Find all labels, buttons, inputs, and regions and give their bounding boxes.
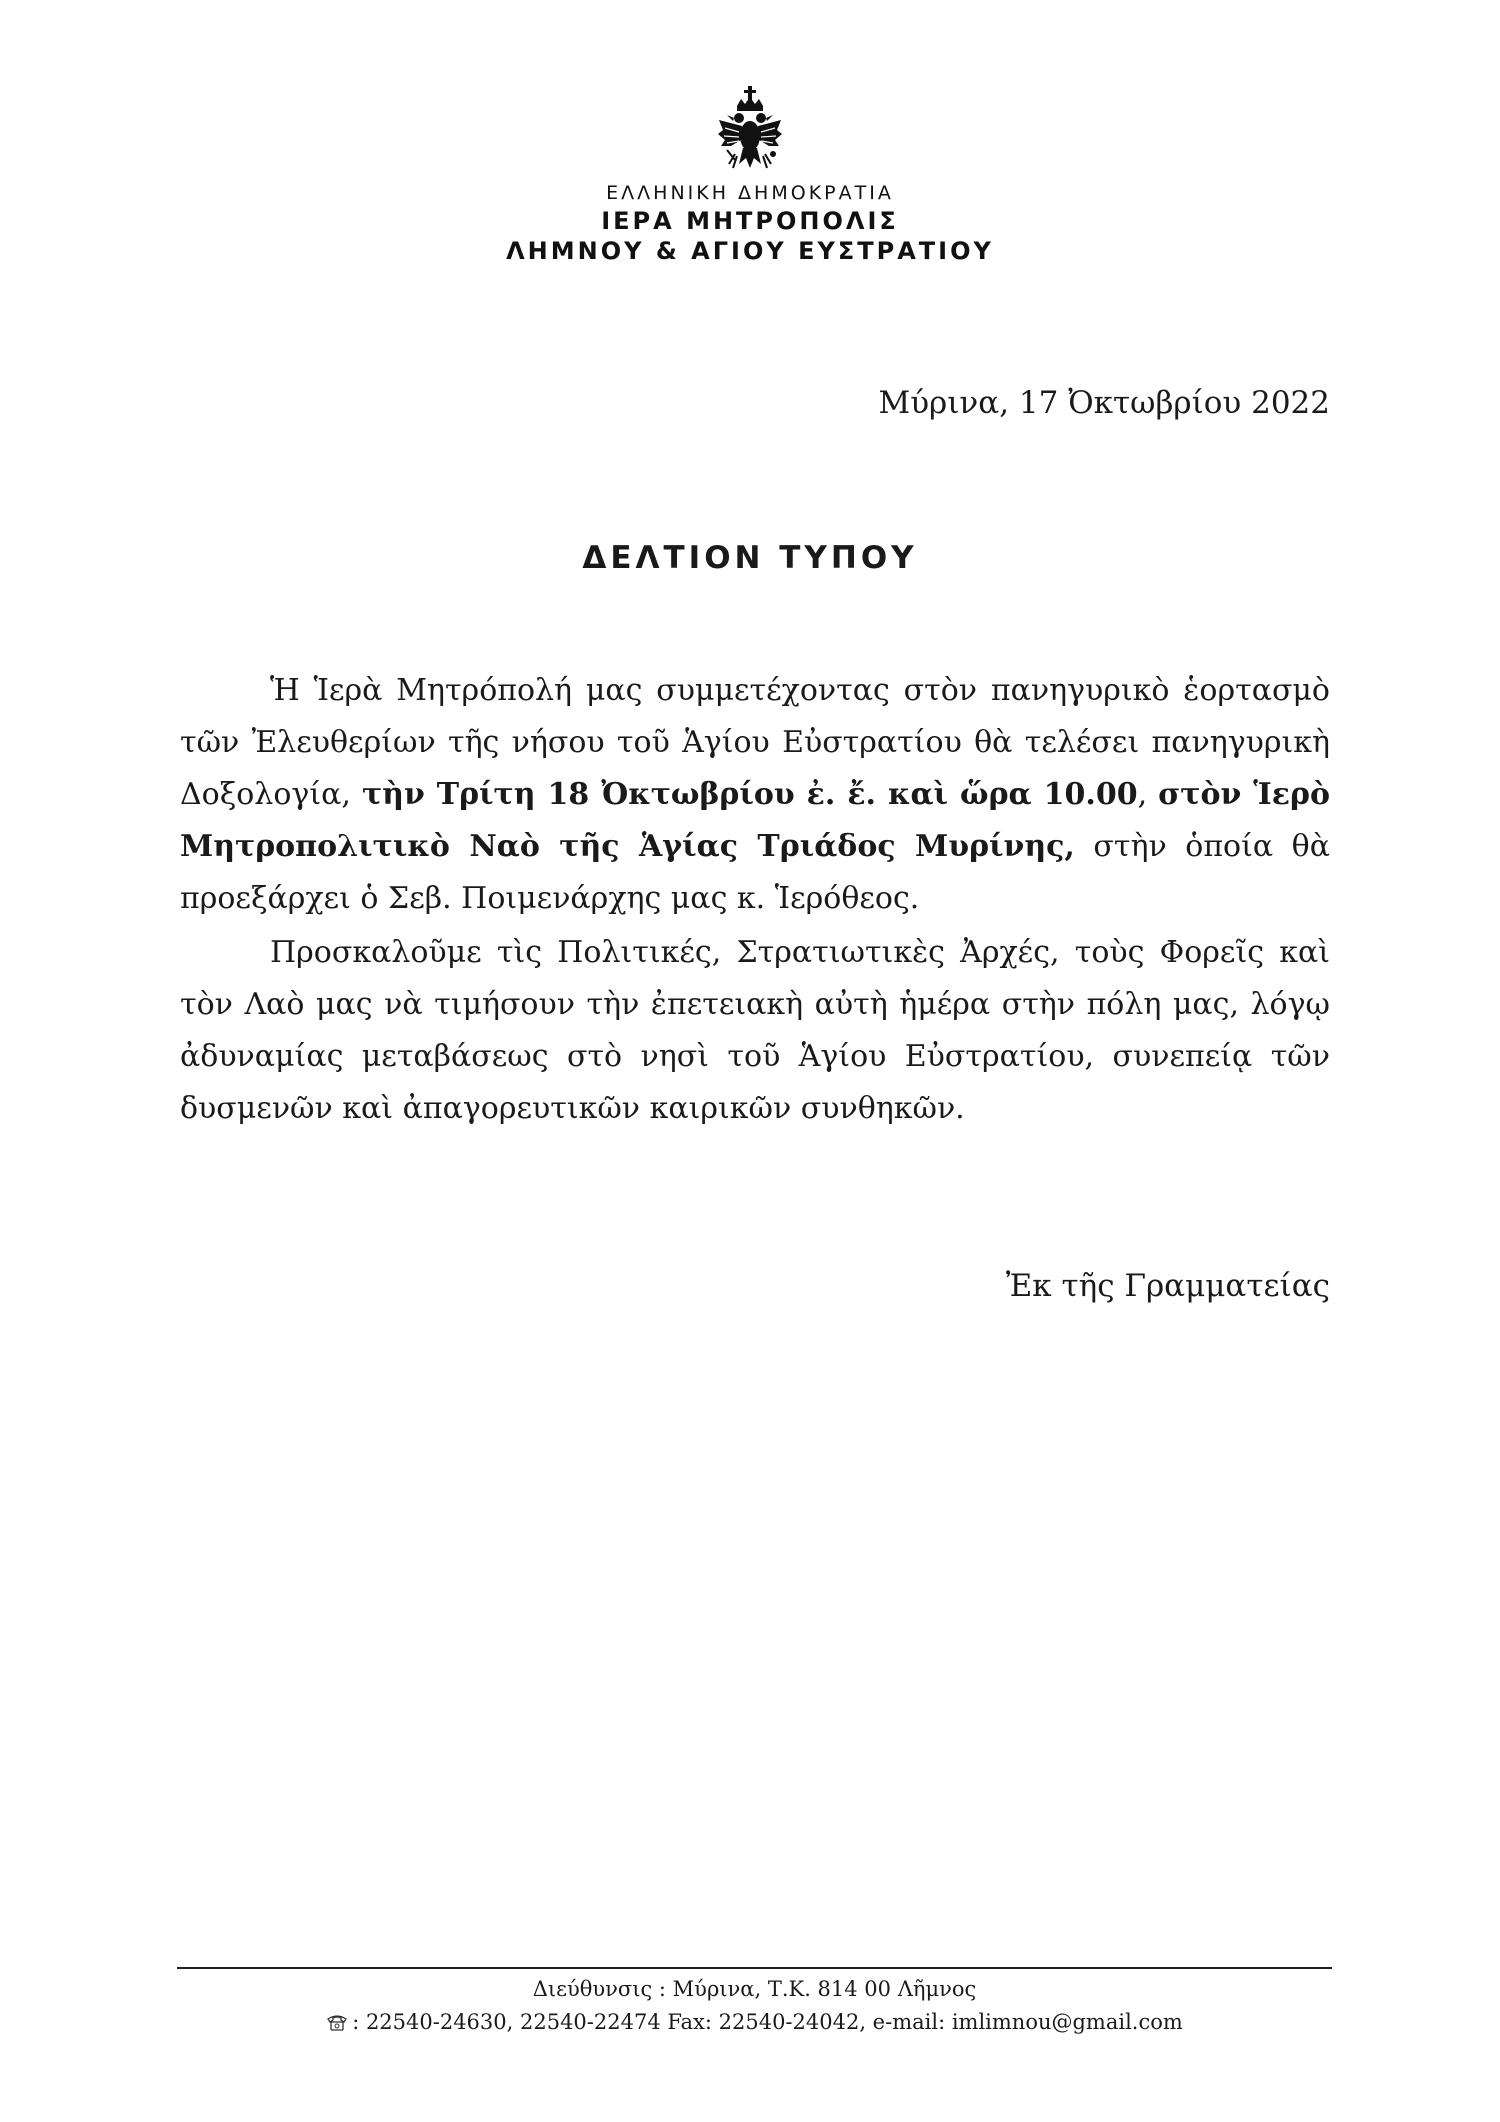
- paragraph-invitation: Προσκαλοῦμε τὶς Πολιτικές, Στρατιωτικὲς Ἀρχές, τοὺς Φορεῖς καὶ τὸν Λαὸ μας νὰ τιμήσουν τὴν ἐπετειακὴ αὐτὴ ἡμέρα στὴν πόλη μας, λόγῳ ἀδυναμίας μεταβάσεως στὸ νησὶ τοῦ Ἁγίου Εὐστρατίου, συνεπείᾳ τῶν δυσμενῶν καὶ ἀπαγορευτικῶν καιρικῶν συνθηκῶν.: [180, 935, 1330, 1126]
- letterhead: [0, 84, 1500, 266]
- footer: [177, 1967, 1332, 2039]
- event-location: στὸν Ἱερὸ Μητροπολιτικὸ Ναὸ τῆς Ἁγίας Τριάδος Μυρίνης,: [180, 777, 1330, 864]
- telephone-icon: [326, 2013, 348, 2031]
- footer-address: Διεύθυνσις : Μύρινα, Τ.Κ. 814 00 Λῆμνος: [532, 1977, 977, 2001]
- event-date-time: τὴν Τρίτη 18 Ὀκτωβρίου ἐ. ἔ. καὶ ὥρα 10.00: [361, 777, 1138, 812]
- paragraph-text: ,: [1137, 777, 1159, 812]
- footer-contact-details: : 22540-24630, 22540-22474 Fax: 22540-24042, e-mail: imlimnou@gmail.com: [352, 2010, 1183, 2034]
- footer-contacts: [177, 2006, 1332, 2039]
- document-title: ΔΕΛΤΙΟΝ ΤΥΠΟΥ: [582, 540, 918, 576]
- country-name: ΕΛΛΗΝΙΚΗ ΔΗΜΟΚΡΑΤΙΑ: [606, 182, 894, 204]
- document-body: [180, 665, 1330, 1135]
- paragraph-text: Ἡ Ἱερὰ Μητρόπολή μας συμμετέχοντας στὸν πανηγυρικὸ ἑορτασμὸ τῶν Ἐλευθερίων τῆς νήσου τοῦ Ἁγίου Εὐστρατίου θὰ τελέσει πανηγυρικὴ Δοξολογία,: [180, 673, 1330, 812]
- diocese-name: ΛΗΜΝΟΥ & ΑΓΙΟΥ ΕΥΣΤΡΑΤΙΟΥ: [506, 236, 994, 265]
- paragraph-text: στὴν ὁποία θὰ προεξάρχει ὁ Σεβ. Ποιμενάρχης μας κ. Ἱερόθεος.: [180, 829, 1330, 916]
- signature-line: Ἐκ τῆς Γραμματείας: [1005, 1268, 1330, 1304]
- date-line: Μύρινα, 17 Ὀκτωβρίου 2022: [878, 385, 1330, 421]
- institution-name: ΙΕΡΑ ΜΗΤΡΟΠΟΛΙΣ: [601, 206, 899, 235]
- double-headed-eagle-icon: [715, 84, 785, 176]
- paragraph-announcement: [180, 665, 1330, 925]
